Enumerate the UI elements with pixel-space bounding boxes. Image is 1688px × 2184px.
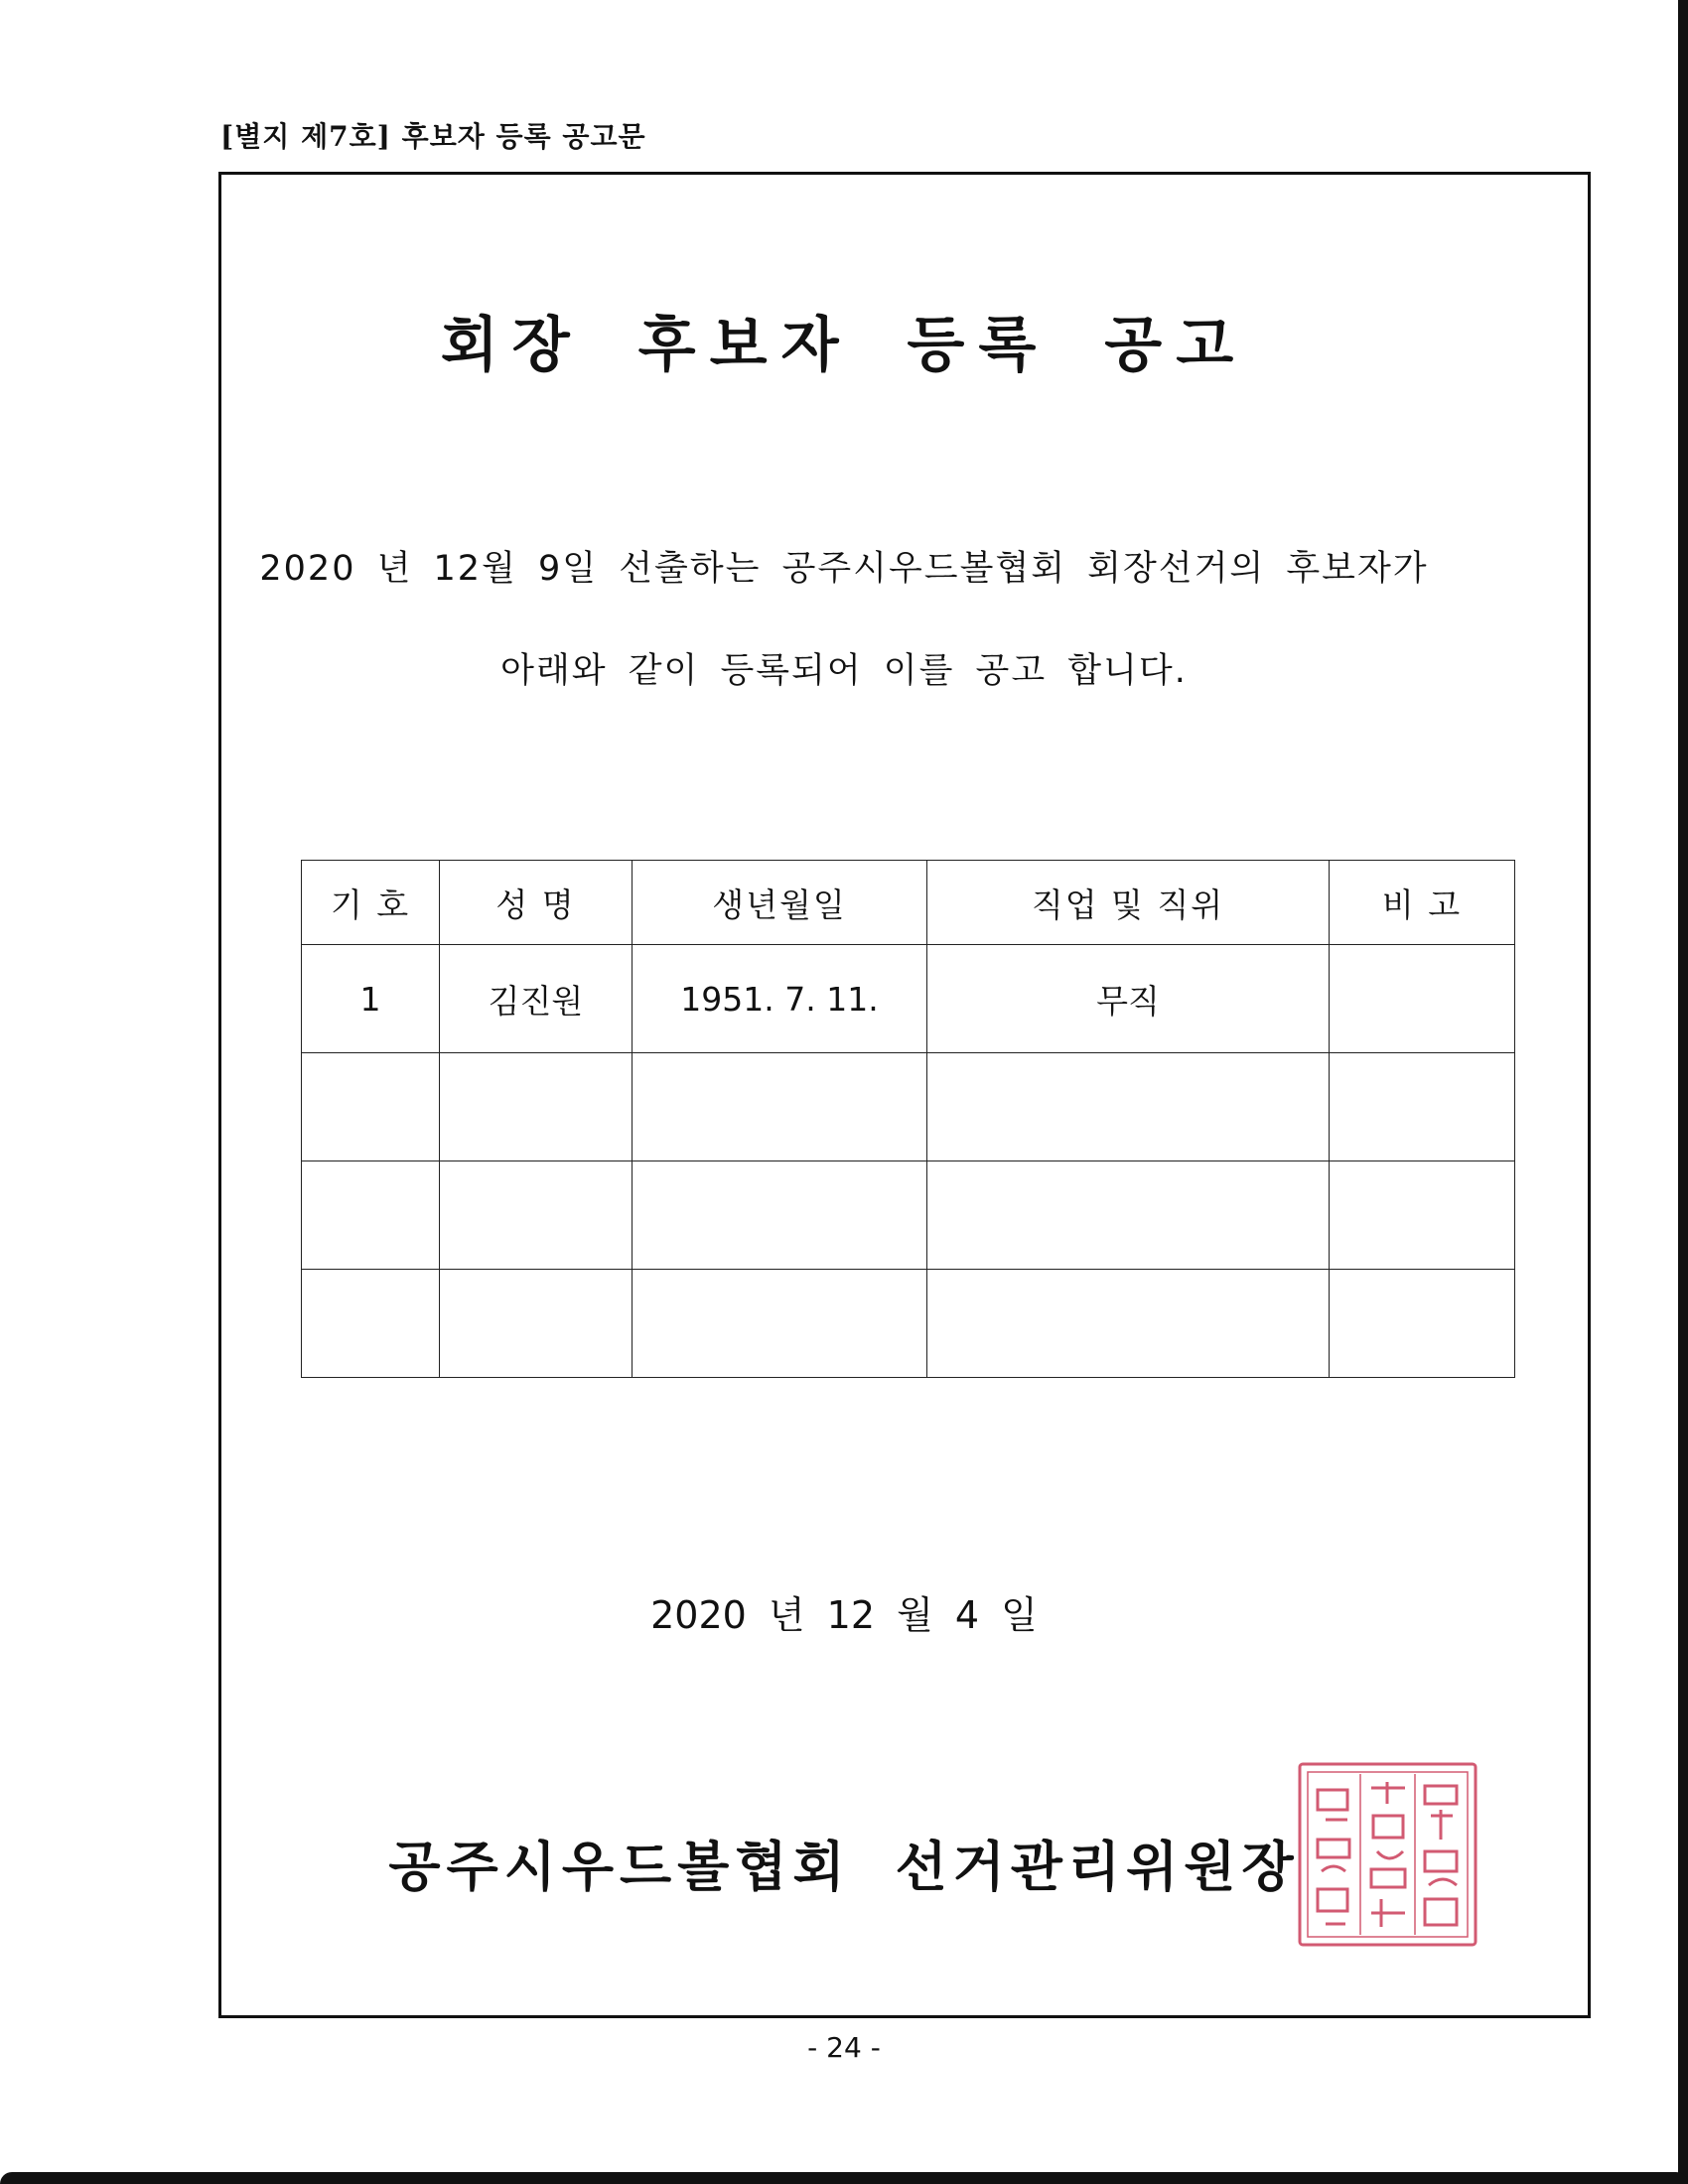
cell-birthdate <box>633 1270 927 1378</box>
table-row <box>302 945 1515 1053</box>
header-remarks: 비 고 <box>1330 861 1515 945</box>
cell-occupation <box>927 1053 1330 1161</box>
cell-number: 1 <box>302 945 440 1053</box>
cell-remarks <box>1330 1053 1515 1161</box>
cell-name <box>440 1161 633 1270</box>
cell-number <box>302 1053 440 1161</box>
candidates-table <box>301 860 1515 1378</box>
cell-occupation <box>927 1270 1330 1378</box>
table-row <box>302 1053 1515 1161</box>
header-name: 성 명 <box>440 861 633 945</box>
signer-title: 공주시우드볼협회 선거관리위원장 <box>388 1836 1300 1898</box>
page-number: - 24 - <box>807 2031 881 2064</box>
table-header-row <box>302 861 1515 945</box>
notice-body-line-1: 2020 년 12월 9일 선출하는 공주시우드볼협회 회장선거의 후보자가 <box>259 549 1429 589</box>
cell-birthdate <box>633 1161 927 1270</box>
notice-title: 회장 후보자 등록 공고 <box>440 311 1248 380</box>
cell-remarks <box>1330 1161 1515 1270</box>
notice-body-line-2: 아래와 같이 등록되어 이를 공고 합니다. <box>500 651 1188 691</box>
table-row <box>302 1161 1515 1270</box>
cell-name <box>440 1270 633 1378</box>
cell-birthdate: 1951. 7. 11. <box>633 945 927 1053</box>
official-seal-icon <box>1296 1760 1479 1949</box>
cell-occupation <box>927 1161 1330 1270</box>
notice-date: 2020 년 12 월 4 일 <box>650 1593 1038 1637</box>
header-birthdate: 생년월일 <box>633 861 927 945</box>
cell-remarks <box>1330 945 1515 1053</box>
cell-birthdate <box>633 1053 927 1161</box>
table-row <box>302 1270 1515 1378</box>
cell-name: 김진원 <box>440 945 633 1053</box>
form-label: [별지 제7호] 후보자 등록 공고문 <box>220 120 646 153</box>
cell-number <box>302 1161 440 1270</box>
header-number: 기 호 <box>302 861 440 945</box>
cell-number <box>302 1270 440 1378</box>
cell-remarks <box>1330 1270 1515 1378</box>
cell-occupation: 무직 <box>927 945 1330 1053</box>
scan-edge-bottom <box>0 2172 1688 2184</box>
header-occupation: 직업 및 직위 <box>927 861 1330 945</box>
cell-name <box>440 1053 633 1161</box>
